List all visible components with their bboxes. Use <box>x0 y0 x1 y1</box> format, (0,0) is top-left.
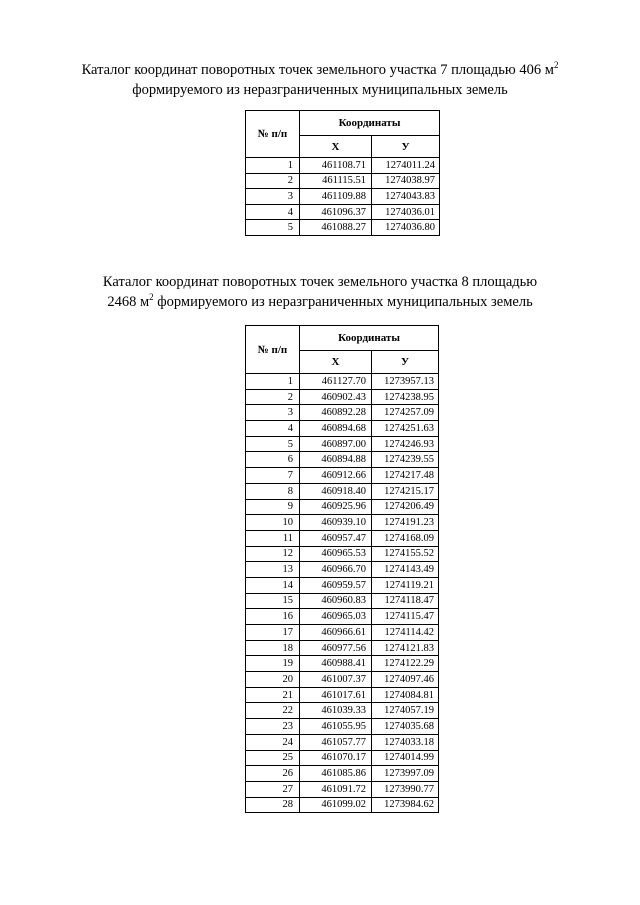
y-coordinate-cell: 1273957.13 <box>372 374 439 390</box>
x-coordinate-cell: 461109.88 <box>300 189 372 205</box>
table-row <box>246 405 439 421</box>
table-row <box>246 734 439 750</box>
table-row <box>246 220 440 236</box>
table-row <box>246 562 439 578</box>
row-number-cell: 18 <box>246 640 300 656</box>
row-number-cell: 2 <box>246 173 300 189</box>
header-y: У <box>372 136 440 158</box>
coordinates-table-plot-8 <box>245 325 439 813</box>
header-y: У <box>372 351 439 374</box>
y-coordinate-cell: 1274121.83 <box>372 640 439 656</box>
catalog-title-plot-7 <box>0 60 640 100</box>
y-coordinate-cell: 1274206.49 <box>372 499 439 515</box>
x-coordinate-cell: 460977.56 <box>300 640 372 656</box>
y-coordinate-cell: 1274191.23 <box>372 515 439 531</box>
y-coordinate-cell: 1274215.17 <box>372 483 439 499</box>
table-row <box>246 719 439 735</box>
y-coordinate-cell: 1273990.77 <box>372 781 439 797</box>
x-coordinate-cell: 460960.83 <box>300 593 372 609</box>
table-row <box>246 189 440 205</box>
table-row <box>246 640 439 656</box>
row-number-cell: 3 <box>246 189 300 205</box>
y-coordinate-cell: 1274168.09 <box>372 530 439 546</box>
table-row <box>246 781 439 797</box>
y-coordinate-cell: 1274119.21 <box>372 577 439 593</box>
table-row <box>246 625 439 641</box>
row-number-cell: 8 <box>246 483 300 499</box>
y-coordinate-cell: 1274057.19 <box>372 703 439 719</box>
x-coordinate-cell: 460988.41 <box>300 656 372 672</box>
table-row <box>246 530 439 546</box>
y-coordinate-cell: 1273997.09 <box>372 766 439 782</box>
x-coordinate-cell: 461017.61 <box>300 687 372 703</box>
table-body <box>246 374 439 813</box>
x-coordinate-cell: 460912.66 <box>300 468 372 484</box>
y-coordinate-cell: 1274043.83 <box>372 189 440 205</box>
x-coordinate-cell: 460959.57 <box>300 577 372 593</box>
row-number-cell: 26 <box>246 766 300 782</box>
x-coordinate-cell: 461070.17 <box>300 750 372 766</box>
x-coordinate-cell: 461057.77 <box>300 734 372 750</box>
x-coordinate-cell: 460957.47 <box>300 530 372 546</box>
x-coordinate-cell: 460939.10 <box>300 515 372 531</box>
x-coordinate-cell: 460897.00 <box>300 436 372 452</box>
title-line: Каталог координат поворотных точек земельного участка 8 площадью <box>102 274 538 290</box>
row-number-cell: 21 <box>246 687 300 703</box>
superscript: 2 <box>149 292 154 302</box>
table-row <box>246 766 439 782</box>
table-row <box>246 204 440 220</box>
x-coordinate-cell: 460966.61 <box>300 625 372 641</box>
table-row <box>246 436 439 452</box>
x-coordinate-cell: 460966.70 <box>300 562 372 578</box>
row-number-cell: 12 <box>246 546 300 562</box>
header-x: X <box>300 351 372 374</box>
table-body <box>246 158 440 236</box>
y-coordinate-cell: 1274035.68 <box>372 719 439 735</box>
title-line: формируемого из неразграниченных муниципальных земель <box>132 82 508 98</box>
y-coordinate-cell: 1274122.29 <box>372 656 439 672</box>
y-coordinate-cell: 1274246.93 <box>372 436 439 452</box>
row-number-cell: 3 <box>246 405 300 421</box>
x-coordinate-cell: 461096.37 <box>300 204 372 220</box>
table-row <box>246 609 439 625</box>
header-coordinates: Координаты <box>300 326 439 351</box>
catalog-title-plot-8 <box>0 272 640 312</box>
y-coordinate-cell: 1274251.63 <box>372 421 439 437</box>
table-row <box>246 499 439 515</box>
row-number-cell: 2 <box>246 389 300 405</box>
table-row <box>246 374 439 390</box>
row-number-cell: 5 <box>246 220 300 236</box>
row-number-cell: 1 <box>246 158 300 174</box>
row-number-cell: 20 <box>246 672 300 688</box>
x-coordinate-cell: 461039.33 <box>300 703 372 719</box>
table-row <box>246 656 439 672</box>
x-coordinate-cell: 460894.68 <box>300 421 372 437</box>
x-coordinate-cell: 460892.28 <box>300 405 372 421</box>
table-row <box>246 687 439 703</box>
x-coordinate-cell: 460902.43 <box>300 389 372 405</box>
superscript: 2 <box>553 60 559 70</box>
y-coordinate-cell: 1274084.81 <box>372 687 439 703</box>
x-coordinate-cell: 460965.53 <box>300 546 372 562</box>
y-coordinate-cell: 1274257.09 <box>372 405 439 421</box>
header-row-number: № п/п <box>246 326 300 374</box>
y-coordinate-cell: 1274033.18 <box>372 734 439 750</box>
y-coordinate-cell: 1274114.42 <box>372 625 439 641</box>
table-row <box>246 577 439 593</box>
row-number-cell: 4 <box>246 421 300 437</box>
table-row <box>246 468 439 484</box>
table-row <box>246 173 440 189</box>
y-coordinate-cell: 1274239.55 <box>372 452 439 468</box>
x-coordinate-cell: 461115.51 <box>300 173 372 189</box>
row-number-cell: 13 <box>246 562 300 578</box>
y-coordinate-cell: 1274238.95 <box>372 389 439 405</box>
x-coordinate-cell: 461085.86 <box>300 766 372 782</box>
title-line: Каталог координат поворотных точек земельного участка 7 площадью 406 $м^2$ <box>81 60 559 78</box>
y-coordinate-cell: 1274155.52 <box>372 546 439 562</box>
y-coordinate-cell: 1274011.24 <box>372 158 440 174</box>
x-coordinate-cell: 461108.71 <box>300 158 372 174</box>
coordinates-table-plot-7 <box>245 110 440 236</box>
row-number-cell: 25 <box>246 750 300 766</box>
row-number-cell: 17 <box>246 625 300 641</box>
row-number-cell: 15 <box>246 593 300 609</box>
table-row <box>246 515 439 531</box>
x-coordinate-cell: 460925.96 <box>300 499 372 515</box>
table-row <box>246 452 439 468</box>
x-coordinate-cell: 461007.37 <box>300 672 372 688</box>
y-coordinate-cell: 1274118.47 <box>372 593 439 609</box>
row-number-cell: 24 <box>246 734 300 750</box>
x-coordinate-cell: 460965.03 <box>300 609 372 625</box>
row-number-cell: 9 <box>246 499 300 515</box>
header-coordinates: Координаты <box>300 111 440 136</box>
table-row <box>246 593 439 609</box>
row-number-cell: 5 <box>246 436 300 452</box>
y-coordinate-cell: 1273984.62 <box>372 797 439 813</box>
x-coordinate-cell: 461091.72 <box>300 781 372 797</box>
y-coordinate-cell: 1274143.49 <box>372 562 439 578</box>
y-coordinate-cell: 1274097.46 <box>372 672 439 688</box>
row-number-cell: 7 <box>246 468 300 484</box>
table-row <box>246 672 439 688</box>
row-number-cell: 6 <box>246 452 300 468</box>
table-row <box>246 797 439 813</box>
x-coordinate-cell: 461127.70 <box>300 374 372 390</box>
row-number-cell: 16 <box>246 609 300 625</box>
header-row-number: № п/п <box>246 111 300 158</box>
table-row <box>246 483 439 499</box>
table-row <box>246 750 439 766</box>
table-row <box>246 158 440 174</box>
row-number-cell: 22 <box>246 703 300 719</box>
y-coordinate-cell: 1274217.48 <box>372 468 439 484</box>
row-number-cell: 14 <box>246 577 300 593</box>
row-number-cell: 1 <box>246 374 300 390</box>
y-coordinate-cell: 1274036.01 <box>372 204 440 220</box>
y-coordinate-cell: 1274115.47 <box>372 609 439 625</box>
y-coordinate-cell: 1274036.80 <box>372 220 440 236</box>
x-coordinate-cell: 461099.02 <box>300 797 372 813</box>
table-row <box>246 546 439 562</box>
header-x: X <box>300 136 372 158</box>
table-row <box>246 703 439 719</box>
x-coordinate-cell: 461055.95 <box>300 719 372 735</box>
row-number-cell: 23 <box>246 719 300 735</box>
table-row <box>246 389 439 405</box>
row-number-cell: 4 <box>246 204 300 220</box>
row-number-cell: 10 <box>246 515 300 531</box>
row-number-cell: 11 <box>246 530 300 546</box>
x-coordinate-cell: 461088.27 <box>300 220 372 236</box>
x-coordinate-cell: 460918.40 <box>300 483 372 499</box>
y-coordinate-cell: 1274038.97 <box>372 173 440 189</box>
row-number-cell: 19 <box>246 656 300 672</box>
table-row <box>246 421 439 437</box>
title-line: 2468 $м^2$ формируемого из неразграниченных муниципальных земель <box>107 292 533 310</box>
row-number-cell: 28 <box>246 797 300 813</box>
row-number-cell: 27 <box>246 781 300 797</box>
y-coordinate-cell: 1274014.99 <box>372 750 439 766</box>
x-coordinate-cell: 460894.88 <box>300 452 372 468</box>
